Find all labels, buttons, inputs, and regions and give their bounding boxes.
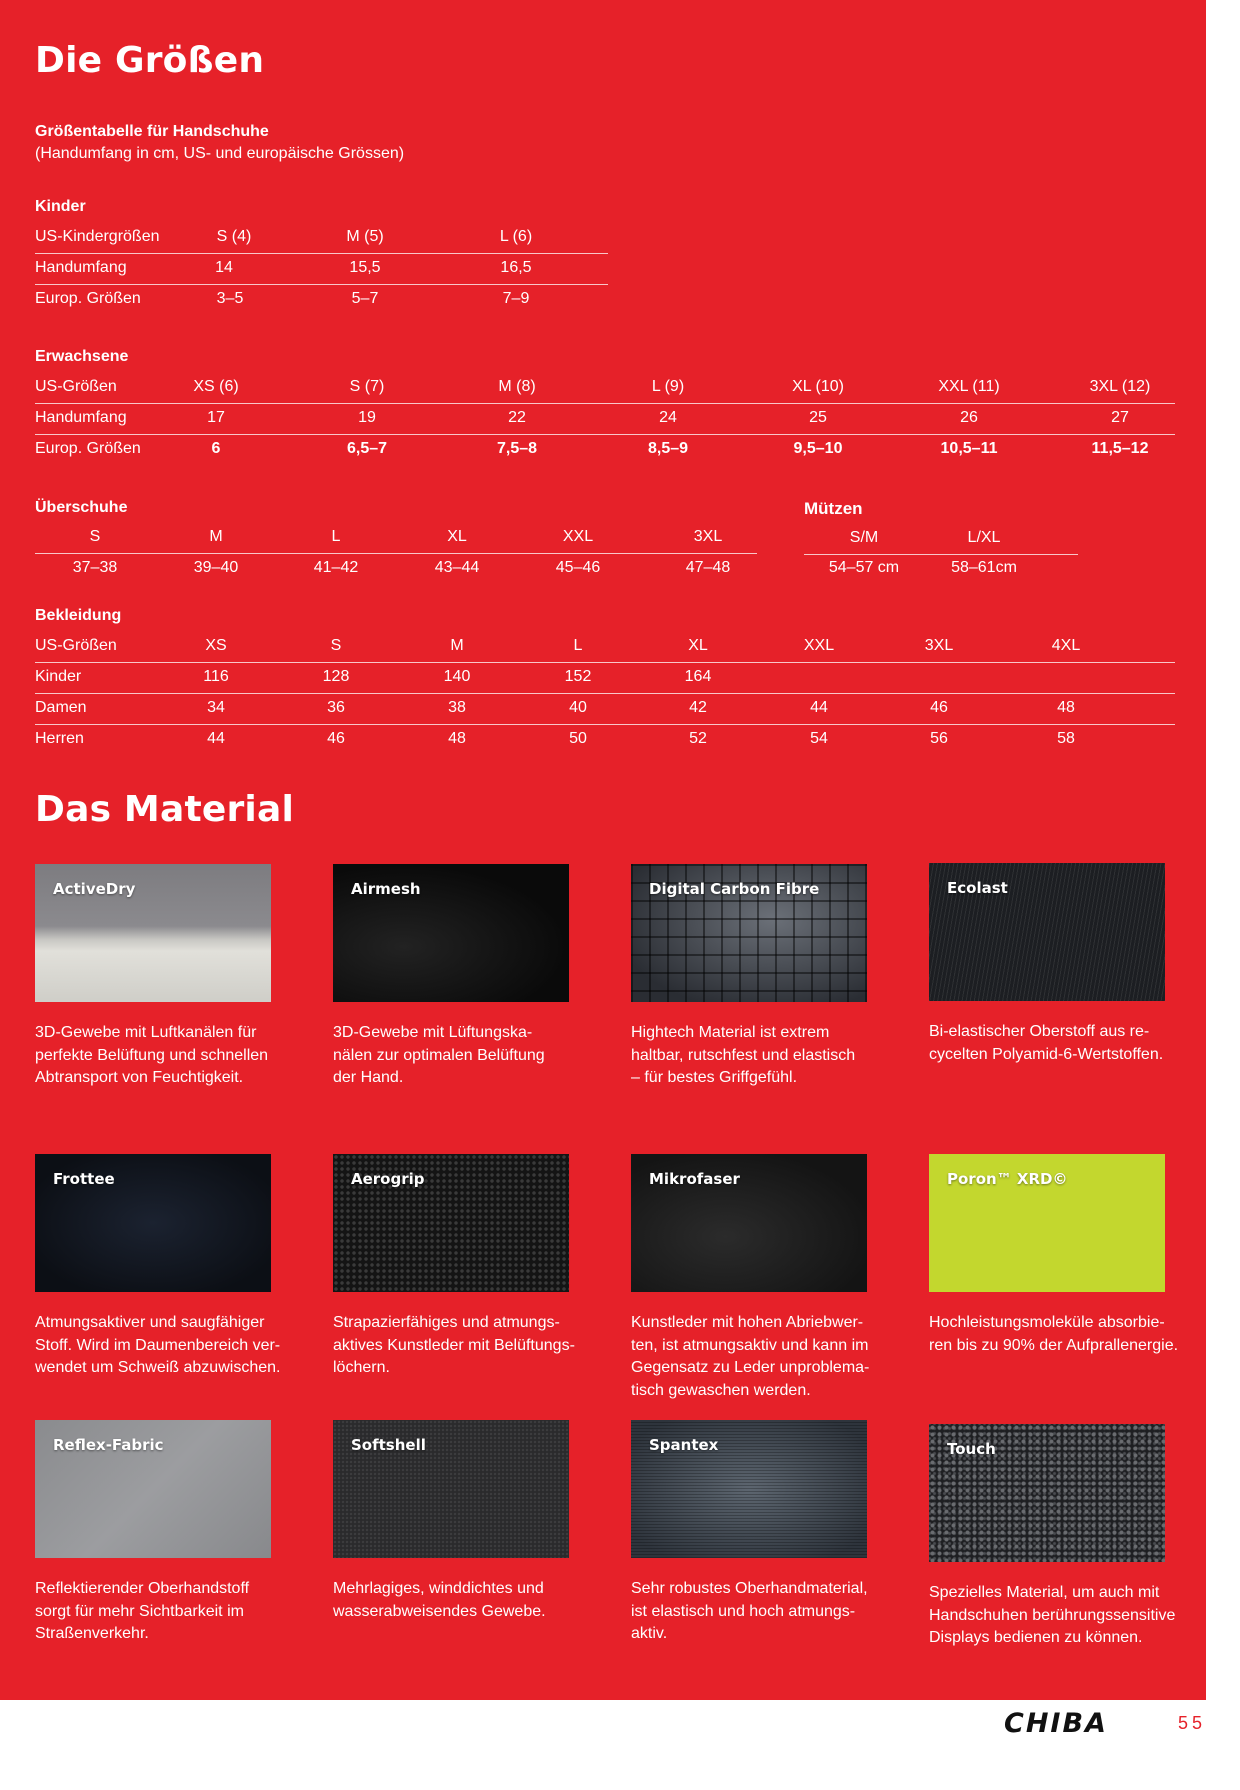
overshoes-row-sizes (35, 523, 757, 554)
material-name: Aerogrip (351, 1170, 425, 1188)
material-description: Hochleistungsmoleküle absorbie- ren bis zu 90% der Aufprallenergie. (929, 1314, 1179, 1354)
material-tile-aerogrip (333, 1154, 569, 1292)
cell: XXL (803, 637, 835, 654)
clothing-row-us (35, 632, 1175, 663)
kids-row-hand (35, 254, 608, 285)
adults-title: Erwachsene (35, 348, 129, 365)
cell: 27 (1111, 409, 1129, 426)
clothing-title: Bekleidung (35, 607, 122, 624)
material-tile-digital-carbon-fibre (631, 864, 867, 1002)
cell: 41–42 (313, 559, 359, 576)
cell: M (8) (498, 378, 536, 395)
material-name: Airmesh (351, 880, 421, 898)
cell: S (330, 637, 342, 654)
cell: L (331, 528, 341, 545)
caps-title: Mützen (804, 499, 863, 518)
caps-row-cm (804, 554, 1078, 585)
caps-row-sizes (804, 524, 1078, 555)
adults-row-us (35, 373, 1175, 404)
material-description: Mehrlagiges, winddichtes und wasserabweisendes Gewebe. (333, 1580, 546, 1620)
cell: 16,5 (500, 259, 532, 276)
cell: XL (10) (792, 378, 844, 395)
cell: L (9) (651, 378, 685, 395)
cell: 36 (327, 699, 345, 716)
cell: XL (688, 637, 708, 654)
material-description: Kunstleder mit hohen Abriebwer- ten, ist atmungsaktiv und kann im Gegensatz zu Leder unproblema- tisch gewaschen werden. (631, 1314, 870, 1399)
cell: S/M (849, 529, 879, 546)
cell: XS (6) (193, 378, 239, 395)
clothing-row-kids (35, 663, 1175, 694)
cell: 15,5 (349, 259, 381, 276)
cell: 3XL (693, 528, 723, 545)
cell: 7,5–8 (496, 440, 538, 457)
material-description: 3D-Gewebe mit Luftkanälen für perfekte Belüftung und schnellen Abtransport von Feuchtigkeit. (35, 1024, 269, 1086)
cell: 164 (684, 668, 712, 685)
row-label: Handumfang (35, 409, 127, 426)
cell: 17 (207, 409, 225, 426)
material-name: Digital Carbon Fibre (649, 880, 820, 898)
cell: L/XL (967, 529, 1001, 546)
cell: 6 (211, 440, 221, 457)
row-label: Europ. Größen (35, 440, 141, 457)
cell: 56 (930, 730, 948, 747)
material-tile-reflex-fabric (35, 1420, 271, 1558)
cell: L (6) (499, 228, 533, 245)
cell: 4XL (1051, 637, 1081, 654)
row-label: Kinder (35, 668, 82, 685)
cell: 58 (1057, 730, 1075, 747)
cell: 7–9 (502, 290, 530, 307)
cell: 3–5 (216, 290, 244, 307)
row-label: US-Kindergrößen (35, 228, 160, 245)
cell: S (89, 528, 101, 545)
cell: M (450, 637, 464, 654)
row-label: US-Größen (35, 637, 117, 654)
glove-size-heading: Größentabelle für Handschuhe (35, 123, 269, 140)
material-tile-spantex (631, 1420, 867, 1558)
cell: 39–40 (193, 559, 239, 576)
cell: 9,5–10 (793, 440, 843, 457)
cell: 54–57 cm (828, 559, 900, 576)
cell: 5–7 (351, 290, 379, 307)
kids-title: Kinder (35, 198, 86, 215)
cell: 45–46 (555, 559, 601, 576)
material-tile-softshell (333, 1420, 569, 1558)
clothing-row-women (35, 694, 1175, 725)
cell: 52 (689, 730, 707, 747)
chiba-logo: CHIBA (1004, 1708, 1108, 1739)
material-description: Bi-elastischer Oberstoff aus re- cycelten Polyamid-6-Wertstoffen. (929, 1023, 1164, 1063)
cell: M (5) (346, 228, 384, 245)
material-tile-frottee (35, 1154, 271, 1292)
cell: 11,5–12 (1091, 440, 1149, 457)
cell: 152 (564, 668, 592, 685)
cell: 44 (810, 699, 828, 716)
cell: 47–48 (685, 559, 731, 576)
cell: 116 (203, 668, 229, 685)
cell: XXL (562, 528, 594, 545)
material-tile-ecolast (929, 863, 1165, 1001)
cell: 3XL (12) (1089, 378, 1151, 395)
sizes-title: Die Größen (35, 40, 265, 81)
cell: 10,5–11 (940, 440, 998, 457)
kids-row-eu (35, 285, 608, 316)
cell: 8,5–9 (647, 440, 689, 457)
cell: 3XL (924, 637, 954, 654)
material-tile-poron-xrd (929, 1154, 1165, 1292)
cell: 14 (215, 259, 233, 276)
cell: XL (447, 528, 467, 545)
material-name: Spantex (649, 1436, 719, 1454)
cell: 40 (569, 699, 587, 716)
material-description: Strapazierfähiges und atmungs- aktives Kunstleder mit Belüftungs- löchern. (333, 1314, 575, 1376)
cell: L (573, 637, 583, 654)
row-label: US-Größen (35, 378, 117, 395)
material-name: Frottee (53, 1170, 115, 1188)
cell: 22 (508, 409, 526, 426)
cell: 54 (810, 730, 828, 747)
material-tile-airmesh (333, 864, 569, 1002)
overshoes-row-eu (35, 554, 757, 585)
cell: XXL (11) (938, 378, 1000, 395)
cell: 48 (448, 730, 466, 747)
cell: 140 (443, 668, 471, 685)
adults-row-hand (35, 404, 1175, 435)
glove-size-note: (Handumfang in cm, US- und europäische Grössen) (35, 145, 405, 162)
cell: 48 (1057, 699, 1075, 716)
cell: 128 (322, 668, 350, 685)
cell: 44 (207, 730, 225, 747)
page-number: 55 (1178, 1713, 1207, 1733)
cell: 37–38 (72, 559, 118, 576)
cell: 19 (358, 409, 376, 426)
material-name: Softshell (351, 1436, 426, 1454)
material-description: 3D-Gewebe mit Lüftungska- nälen zur optimalen Belüftung der Hand. (333, 1024, 545, 1086)
row-label: Damen (35, 699, 87, 716)
cell: 38 (448, 699, 466, 716)
cell: XS (205, 637, 227, 654)
cell: 24 (659, 409, 677, 426)
cell: 25 (809, 409, 827, 426)
clothing-row-men (35, 725, 1175, 756)
cell: 26 (960, 409, 978, 426)
materials-title: Das Material (35, 789, 295, 830)
material-description: Spezielles Material, um auch mit Handschuhen berührungssensitive Displays bedienen zu können. (929, 1584, 1176, 1646)
material-name: Touch (947, 1440, 996, 1458)
material-tile-activedry (35, 864, 271, 1002)
kids-row-us (35, 223, 608, 254)
overshoes-title: Überschuhe (35, 499, 128, 516)
cell: S (7) (349, 378, 385, 395)
cell: M (209, 528, 223, 545)
cell: 58–61cm (951, 559, 1017, 576)
cell: 50 (569, 730, 587, 747)
material-name: ActiveDry (53, 880, 136, 898)
material-tile-touch (929, 1424, 1165, 1562)
material-name: Poron™ XRD© (947, 1170, 1068, 1188)
row-label: Europ. Größen (35, 290, 141, 307)
cell: 34 (207, 699, 225, 716)
cell: 46 (930, 699, 948, 716)
material-name: Mikrofaser (649, 1170, 740, 1188)
material-description: Atmungsaktiver und saugfähiger Stoff. Wird im Daumenbereich ver- wendet um Schweiß abzuwischen. (35, 1314, 281, 1376)
adults-row-eu (35, 435, 1175, 466)
cell: 42 (689, 699, 707, 716)
material-name: Ecolast (947, 879, 1008, 897)
material-tile-mikrofaser (631, 1154, 867, 1292)
material-name: Reflex-Fabric (53, 1436, 164, 1454)
row-label: Handumfang (35, 259, 127, 276)
material-description: Hightech Material ist extrem haltbar, rutschfest und elastisch – für bestes Griffgefühl. (631, 1024, 856, 1086)
cell: S (4) (216, 228, 252, 245)
row-label: Herren (35, 730, 84, 747)
material-description: Sehr robustes Oberhandmaterial, ist elastisch und hoch atmungs- aktiv. (631, 1580, 868, 1642)
cell: 43–44 (434, 559, 480, 576)
cell: 46 (327, 730, 345, 747)
cell: 6,5–7 (346, 440, 388, 457)
material-description: Reflektierender Oberhandstoff sorgt für mehr Sichtbarkeit im Straßenverkehr. (35, 1580, 250, 1642)
